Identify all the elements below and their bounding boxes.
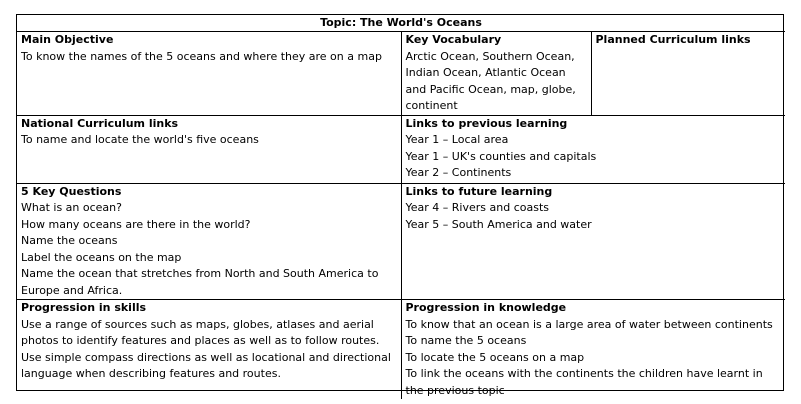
planning-document [16, 14, 784, 397]
national-curriculum-links-heading: National Curriculum links [21, 116, 179, 130]
progression-knowledge-item: To locate the 5 oceans on a map [405, 350, 585, 364]
key-questions-cell [17, 183, 401, 300]
progression-knowledge-item: To name the 5 oceans [405, 334, 527, 347]
key-question-item: Name the oceans [21, 234, 118, 247]
future-learning-item: Year 5 – South America and water [405, 217, 592, 231]
planning-table [17, 15, 785, 399]
key-question-item: Name the ocean that stretches from North and South America to Europe and Africa. [21, 267, 379, 297]
progression-skills-heading: Progression in skills [21, 301, 147, 314]
previous-learning-heading: Links to previous learning [405, 116, 568, 130]
progression-knowledge-heading: Progression in knowledge [405, 301, 567, 314]
progression-knowledge-item: To know that an ocean is a large area of water between continents [405, 317, 773, 331]
future-learning-heading: Links to future learning [405, 184, 553, 198]
topic-title: Topic: The World's Oceans [17, 15, 785, 32]
previous-learning-item: Year 1 – UK's counties and capitals [405, 149, 597, 163]
future-learning-cell [401, 183, 785, 300]
key-vocabulary-cell [401, 32, 591, 116]
previous-learning-item: Year 1 – Local area [405, 133, 509, 146]
key-question-item: Label the oceans on the map [21, 250, 182, 264]
previous-learning-cell [401, 115, 785, 183]
main-objective-heading: Main Objective [21, 33, 114, 46]
key-question-item: What is an ocean? [21, 201, 122, 214]
planned-curriculum-links-heading: Planned Curriculum links [595, 33, 751, 46]
national-curriculum-links-cell [17, 115, 401, 183]
planned-curriculum-links-cell [591, 32, 785, 116]
progression-knowledge-cell [401, 300, 785, 400]
previous-learning-item: Year 2 – Continents [405, 166, 512, 179]
progression-skills-item: Use a range of sources such as maps, globes, atlases and aerial photos to identify features and places as well as to follow routes. [21, 317, 380, 347]
main-objective-text: To know the names of the 5 oceans and where they are on a map [21, 49, 382, 63]
progression-skills-item: Use simple compass directions as well as locational and directional language when describing features and routes. [21, 350, 391, 380]
national-curriculum-links-item: To name and locate the world's five oceans [21, 133, 259, 146]
future-learning-item: Year 4 – Rivers and coasts [405, 201, 549, 214]
progression-knowledge-item: To link the oceans with the continents the children have learnt in the previous topic [405, 367, 763, 397]
key-question-item: How many oceans are there in the world? [21, 217, 251, 231]
main-objective-cell [17, 32, 401, 116]
key-vocabulary-text: Arctic Ocean, Southern Ocean, Indian Ocean, Atlantic Ocean and Pacific Ocean, map, globe, continent [405, 49, 576, 112]
progression-skills-cell [17, 300, 401, 400]
key-vocabulary-heading: Key Vocabulary [405, 33, 502, 46]
key-questions-heading: 5 Key Questions [21, 184, 122, 198]
